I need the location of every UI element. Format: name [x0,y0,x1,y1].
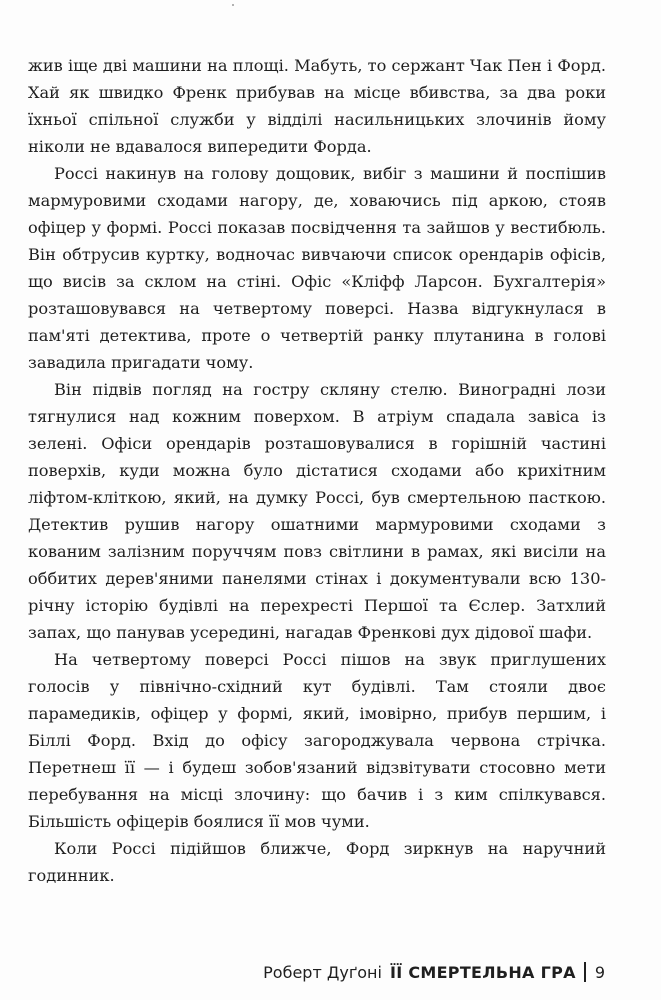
page-body-text [28,52,606,889]
paragraph-3: Він підвів погляд на гостру скляну стелю. Виноградні лози тягнулися над кожним поверхом. В атріум спадала завіса із зелені. Офіси орендарів розташовувалися в горішній частині поверхів, куди можна було дістатися сходами або крихітним ліфтом-кліткою, який, на думку Россі, був смертельною пасткою. Детектив рушив нагору ошатними мармуровими сходами з кованим залізним поруччям повз світлини в рамах, які висіли на оббитих дерев'яними панелями стінах і документували всю 130-річну історію будівлі на перехресті Першої та Єслер. Затхлий запах, що панував усередині, нагадав Френкові дух дідової шафи. [28,380,606,642]
footer-separator [584,962,586,982]
running-footer [0,957,605,987]
paragraph-5: Коли Россі підійшов ближче, Форд зиркнув на наручний годинник. [28,839,606,885]
paragraph-1: жив іще дві машини на площі. Мабуть, то сержант Чак Пен і Форд. Хай як швидко Френк прибував на місце вбивства, за два роки їхньої спільної служби у відділі насильницьких злочинів йому ніколи не вдавалося випередити Форда. [28,56,606,156]
page-speck [232,4,234,6]
page-number: 9 [594,962,605,982]
footer-author: Роберт Дуґоні [263,962,382,982]
footer-book-title: ЇЇ СМЕРТЕЛЬНА ГРА [389,962,576,982]
paragraph-4: На четвертому поверсі Россі пішов на звук приглушених голосів у північно-східний кут будівлі. Там стояли двоє парамедиків, офіцер у формі, який, імовірно, прибув першим, і Біллі Форд. Вхід до офісу загороджувала червона стрічка. Перетнеш її — і будеш зобов'язаний відзвітувати стосовно мети перебування на місці злочину: що бачив і з ким спілкувався. Більшість офіцерів боялися її мов чуми. [28,650,606,831]
paragraph-2: Россі накинув на голову дощовик, вибіг з машини й поспішив мармуровими сходами нагору, де, ховаючись під аркою, стояв офіцер у формі. Россі показав посвідчення та зайшов у вестибюль. Він обтрусив куртку, водночас вивчаючи список орендарів офісів, що висів за склом на стіні. Офіс «Кліфф Ларсон. Бухгалтерія» розташовувався на четвертому поверсі. Назва відгукнулася в пам'яті детектива, проте о четвертій ранку плутанина в голові завадила пригадати чому. [28,164,606,372]
